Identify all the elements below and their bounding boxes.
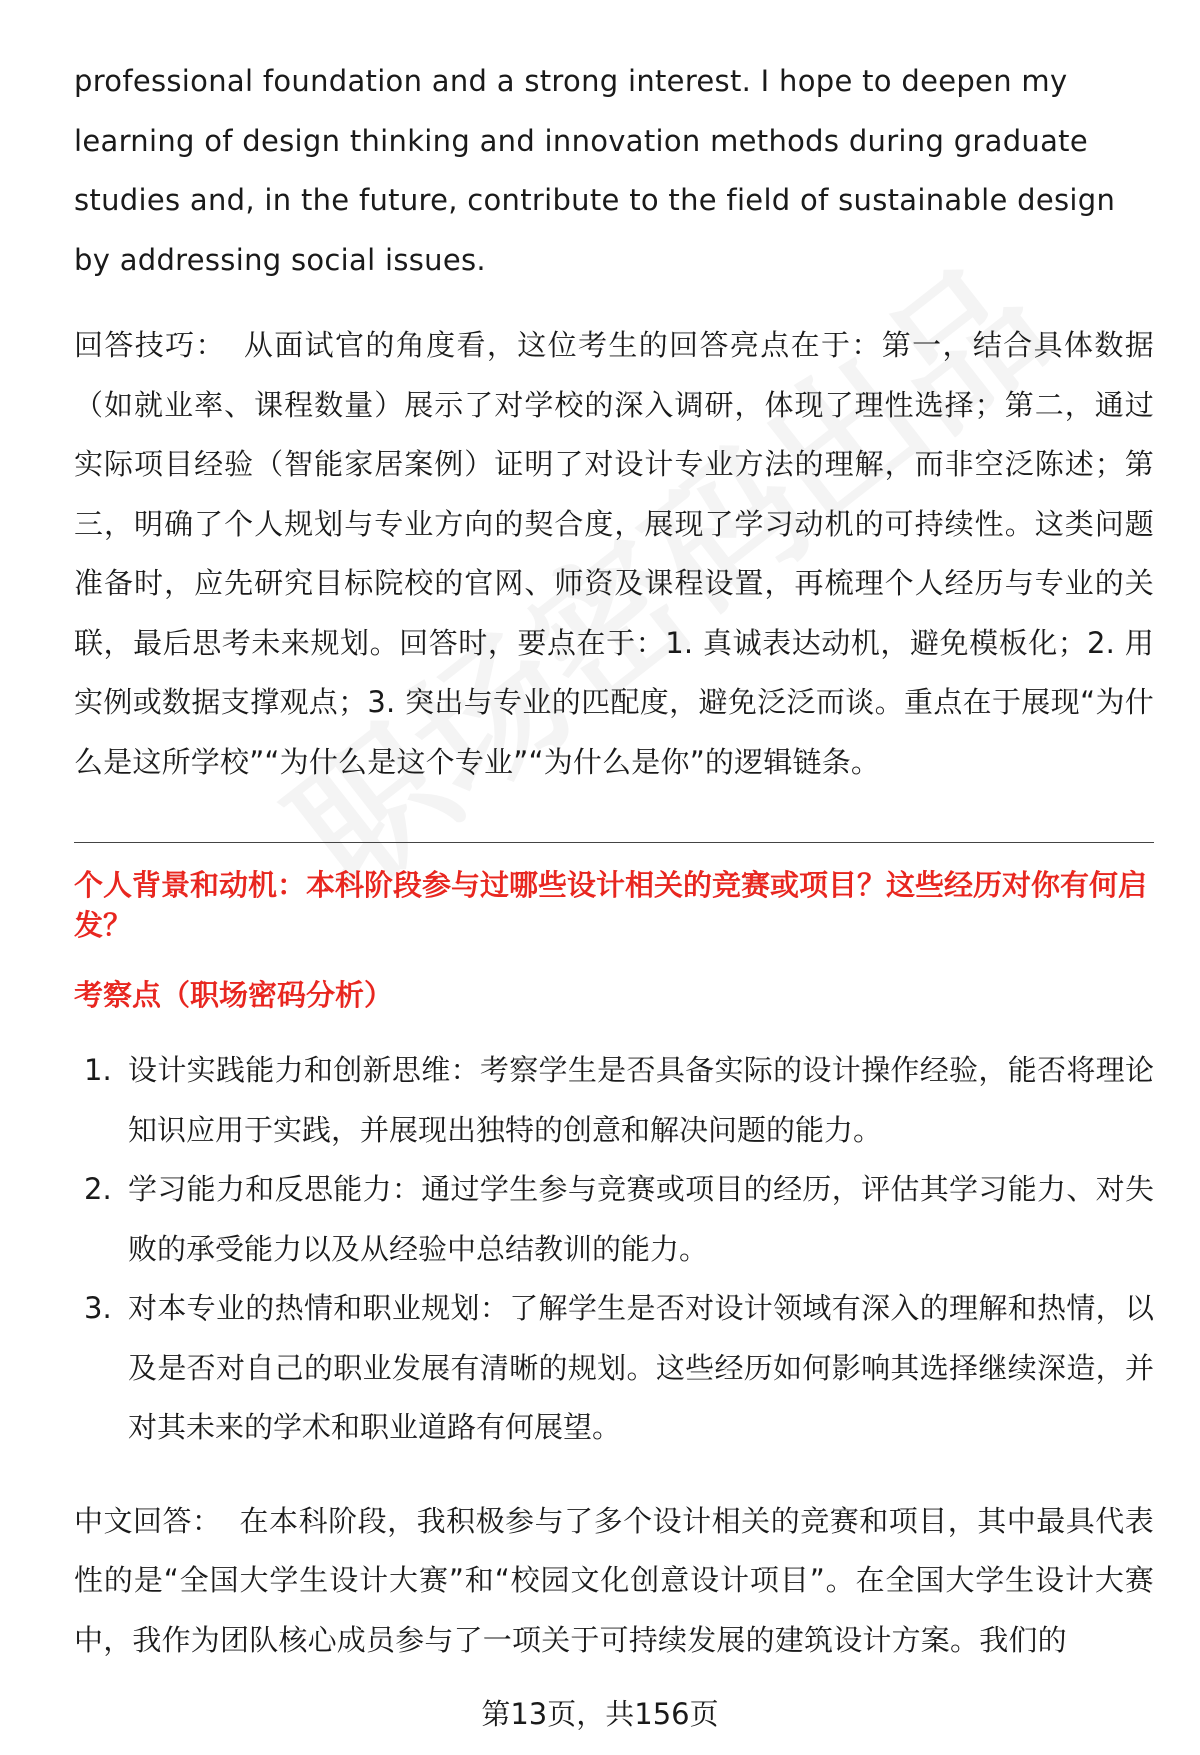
page-number-footer: 第13页，共156页 xyxy=(481,1697,719,1731)
chinese-answer-label: 中文回答： xyxy=(74,1503,222,1538)
document-page xyxy=(74,52,1154,1670)
question-heading: 个人背景和动机：本科阶段参与过哪些设计相关的竞赛或项目？这些经历对你有何启发？ xyxy=(74,868,1148,942)
list-item xyxy=(74,1279,1154,1458)
assessment-points-heading: 考察点（职场密码分析） xyxy=(74,978,394,1012)
english-answer-paragraph: professional foundation and a strong interest. I hope to deepen my learning of design thinking and innovation methods during graduate studies and, in the future, contribute to the field of sustainable design by addressing social issues. xyxy=(74,64,1116,277)
answer-tips-label: 回答技巧： xyxy=(74,328,226,362)
list-item-number: 1. xyxy=(84,1053,112,1087)
assessment-points-list xyxy=(74,1041,1154,1458)
answer-tips-paragraph xyxy=(74,316,1154,792)
list-item-text: 对本专业的热情和职业规划：了解学生是否对设计领域有深入的理解和热情，以及是否对自己的职业发展有清晰的规划。这些经历如何影响其选择继续深造，并对其未来的学术和职业道路有何展望。 xyxy=(128,1291,1154,1444)
list-item xyxy=(74,1160,1154,1279)
list-item-number: 3. xyxy=(84,1291,112,1325)
chinese-answer-paragraph xyxy=(74,1492,1154,1671)
chinese-answer-text: 在本科阶段，我积极参与了多个设计相关的竞赛和项目，其中最具代表性的是“全国大学生设计大赛”和“校园文化创意设计项目”。在全国大学生设计大赛中，我作为团队核心成员参与了一项关于可持续发展的建筑设计方案。我们的 xyxy=(74,1503,1154,1657)
list-item-text: 学习能力和反思能力：通过学生参与竞赛或项目的经历，评估其学习能力、对失败的承受能力以及从经验中总结教训的能力。 xyxy=(128,1172,1154,1266)
list-item xyxy=(74,1041,1154,1160)
answer-tips-text: 从面试官的角度看，这位考生的回答亮点在于：第一，结合具体数据（如就业率、课程数量）展示了对学校的深入调研，体现了理性选择；第二，通过实际项目经验（智能家居案例）证明了对设计专业方法的理解，而非空泛陈述；第三，明确了个人规划与专业方向的契合度，展现了学习动机的可持续性。这类问题准备时，应先研究目标院校的官网、师资及课程设置，再梳理个人经历与专业的关联，最后思考未来规划。回答时，要点在于：1. 真诚表达动机，避免模板化；2. 用实例或数据支撑观点；3. 突出与专业的匹配度，避免泛泛而谈。重点在于展现“为什么是这所学校”“为什么是这个专业”“为什么是你”的逻辑链条。 xyxy=(74,328,1154,779)
list-item-number: 2. xyxy=(84,1172,112,1206)
list-item-text: 设计实践能力和创新思维：考察学生是否具备实际的设计操作经验，能否将理论知识应用于实践，并展现出独特的创意和解决问题的能力。 xyxy=(128,1053,1154,1147)
section-divider xyxy=(74,842,1154,843)
